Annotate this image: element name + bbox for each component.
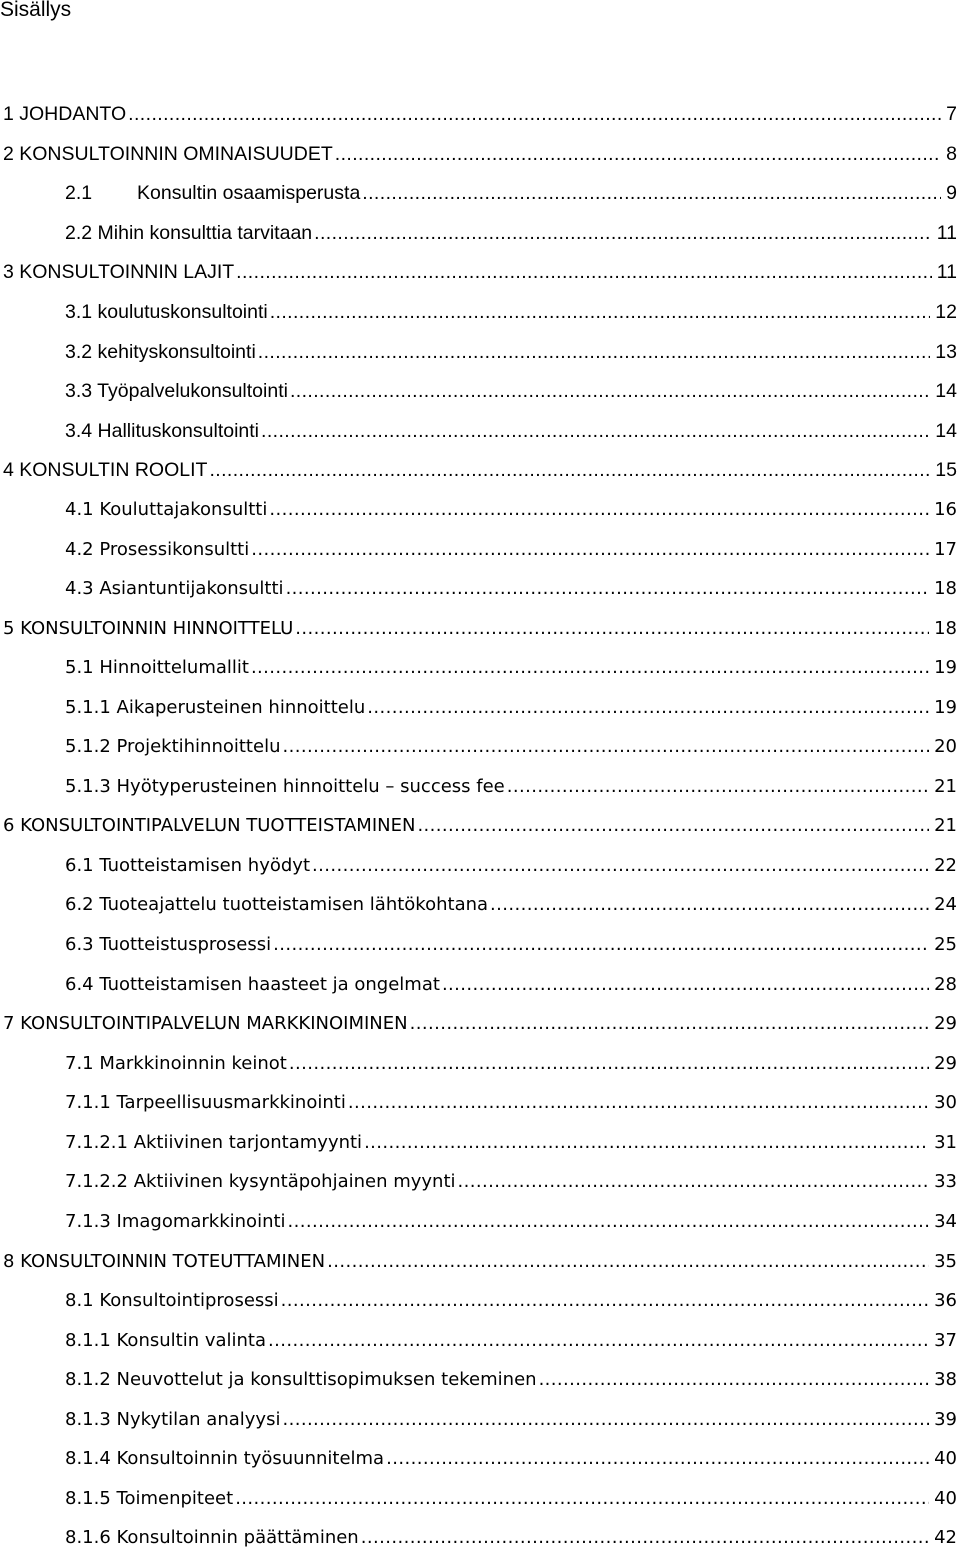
- toc-entry-label: 3.1 koulutuskonsultointi: [65, 301, 268, 323]
- toc-entry-label: 7.1.2.2 Aktiivinen kysyntäpohjainen myynti: [65, 1171, 456, 1192]
- toc-page-number: 19: [934, 657, 957, 678]
- toc-page-number: 9: [946, 182, 957, 204]
- toc-entry-label: 6.3 Tuotteistusprosessi: [65, 934, 272, 955]
- toc-leader-dots: [286, 1209, 930, 1235]
- toc-entry-label: 8.1.4 Konsultoinnin työsuunnitelma: [65, 1448, 385, 1469]
- toc-entry-label: 2 KONSULTOINNIN OMINAISUUDET: [3, 143, 333, 165]
- toc-page-number: 19: [934, 697, 957, 718]
- toc-page-number: 11: [936, 261, 957, 283]
- toc-page-number: 39: [934, 1409, 957, 1430]
- toc-leader-dots: [408, 1011, 929, 1037]
- toc-entry-label: 4.2 Prosessikonsultti: [65, 539, 250, 560]
- toc-page-number: 29: [934, 1053, 957, 1074]
- toc-entry[interactable]: [3, 259, 957, 285]
- toc-entry-label: 6.4 Tuotteistamisen haasteet ja ongelmat: [65, 974, 440, 995]
- toc-entry-label: 8 KONSULTOINNIN TOTEUTTAMINEN: [3, 1251, 326, 1272]
- toc-entry[interactable]: [65, 1090, 957, 1116]
- toc-page-number: 34: [934, 1211, 957, 1232]
- toc-entry-label: 5.1.3 Hyötyperusteinen hinnoittelu – success fee: [65, 776, 505, 797]
- toc-entry-label: 4.3 Asiantuntijakonsultti: [65, 578, 284, 599]
- page-title: Sisällys: [0, 0, 72, 21]
- toc-leader-dots: [266, 1328, 929, 1354]
- toc-page-number: 33: [934, 1171, 957, 1192]
- toc-page-number: 28: [934, 974, 957, 995]
- toc-entry-label: 7.1.2.1 Aktiivinen tarjontamyynti: [65, 1132, 363, 1153]
- toc-entry-label: 3.3 Työpalvelukonsultointi: [65, 380, 288, 402]
- toc-leader-dots: [537, 1367, 930, 1393]
- toc-entry-label: 4 KONSULTIN ROOLIT: [3, 459, 208, 481]
- toc-leader-dots: [271, 932, 929, 958]
- toc-entry[interactable]: [65, 853, 957, 879]
- toc-entry[interactable]: [65, 1130, 957, 1156]
- toc-leader-dots: [362, 1130, 929, 1156]
- toc-leader-dots: [359, 1525, 929, 1551]
- toc-leader-dots: [288, 378, 930, 404]
- toc-leader-dots: [293, 616, 929, 642]
- toc-entry[interactable]: [65, 378, 957, 404]
- toc-entry-label: 4.1 Kouluttajakonsultti: [65, 499, 268, 520]
- toc-page-number: 38: [934, 1369, 957, 1390]
- toc-page-number: 30: [934, 1092, 957, 1113]
- toc-entry[interactable]: [65, 655, 957, 681]
- toc-entry[interactable]: [65, 1367, 957, 1393]
- toc-page-number: 7: [946, 103, 957, 125]
- toc-entry[interactable]: [65, 220, 957, 246]
- toc-section-number: 2.1: [65, 182, 93, 204]
- toc-entry[interactable]: [65, 1525, 957, 1551]
- toc-section-title: Konsultin osaamisperusta: [137, 182, 361, 204]
- toc-entry-label: 8.1.5 Toimenpiteet: [65, 1488, 234, 1509]
- toc-leader-dots: [267, 497, 929, 523]
- toc-leader-dots: [256, 339, 931, 365]
- toc-leader-dots: [233, 1486, 929, 1512]
- toc-leader-dots: [259, 418, 930, 444]
- toc-leader-dots: [325, 1249, 929, 1275]
- toc-leader-dots: [488, 892, 929, 918]
- toc-page-number: 20: [934, 736, 957, 757]
- toc-page-number: 36: [934, 1290, 957, 1311]
- toc-entry[interactable]: [3, 141, 957, 167]
- toc-entry[interactable]: [65, 537, 957, 563]
- toc-entry[interactable]: [65, 932, 957, 958]
- toc-entry[interactable]: [65, 1169, 957, 1195]
- toc-entry-label: 8.1.3 Nykytilan analyysi: [65, 1409, 281, 1430]
- toc-entry-label: 6 KONSULTOINTIPALVELUN TUOTTEISTAMINEN: [3, 815, 416, 836]
- toc-entry[interactable]: [65, 418, 957, 444]
- toc-leader-dots: [280, 734, 929, 760]
- toc-leader-dots: [360, 180, 941, 206]
- toc-entry[interactable]: [65, 339, 957, 365]
- toc-page-number: 15: [935, 459, 957, 481]
- toc-entry[interactable]: [65, 1209, 957, 1235]
- toc-entry-label: 3.2 kehityskonsultointi: [65, 341, 256, 363]
- toc-leader-dots: [234, 259, 932, 285]
- toc-leader-dots: [268, 299, 931, 325]
- toc-page-number: 13: [935, 341, 957, 363]
- toc-leader-dots: [456, 1169, 930, 1195]
- toc-entry[interactable]: [3, 813, 957, 839]
- toc-entry[interactable]: [3, 616, 957, 642]
- toc-entry[interactable]: [65, 1486, 957, 1512]
- toc-leader-dots: [207, 457, 930, 483]
- toc-entry-label: 8.1.1 Konsultin valinta: [65, 1330, 267, 1351]
- toc-entry-label: 5.1 Hinnoittelumallit: [65, 657, 249, 678]
- toc-page-number: 12: [935, 301, 957, 323]
- toc-page-number: 16: [934, 499, 957, 520]
- toc-page-number: 25: [934, 934, 957, 955]
- toc-leader-dots: [333, 141, 941, 167]
- toc-page-number: 40: [934, 1488, 957, 1509]
- toc-leader-dots: [126, 101, 941, 127]
- toc-entry[interactable]: [65, 497, 957, 523]
- toc-entry-label: 5.1.2 Projektihinnoittelu: [65, 736, 281, 757]
- toc-leader-dots: [279, 1288, 929, 1314]
- toc-entry-label: 6.1 Tuotteistamisen hyödyt: [65, 855, 311, 876]
- toc-page-number: 40: [934, 1448, 957, 1469]
- toc-leader-dots: [365, 695, 929, 721]
- toc-entry[interactable]: [65, 1446, 957, 1472]
- toc-entry-label: 7.1.3 Imagomarkkinointi: [65, 1211, 286, 1232]
- toc-leader-dots: [440, 972, 929, 998]
- toc-entry[interactable]: [65, 1407, 957, 1433]
- toc-leader-dots: [249, 655, 929, 681]
- toc-entry[interactable]: [65, 972, 957, 998]
- toc-leader-dots: [310, 853, 929, 879]
- toc-page-number: 18: [934, 578, 957, 599]
- toc-entry-label: 7 KONSULTOINTIPALVELUN MARKKINOIMINEN: [3, 1013, 408, 1034]
- toc-entry-label: 1 JOHDANTO: [3, 103, 127, 125]
- toc-page-number: 21: [934, 815, 957, 836]
- toc-leader-dots: [312, 220, 932, 246]
- toc-entry[interactable]: [65, 299, 957, 325]
- toc-page-number: 22: [934, 855, 957, 876]
- toc-entry[interactable]: [3, 101, 957, 127]
- toc-page-number: 21: [934, 776, 957, 797]
- toc-page-number: 24: [934, 894, 957, 915]
- toc-page-number: 14: [935, 420, 957, 442]
- toc-entry-label: 6.2 Tuoteajattelu tuotteistamisen lähtökohtana: [65, 894, 489, 915]
- toc-page-number: 35: [934, 1251, 957, 1272]
- toc-entry-label: 3 KONSULTOINNIN LAJIT: [3, 261, 235, 283]
- toc-entry-label: 2.2 Mihin konsulttia tarvitaan: [65, 222, 313, 244]
- toc-leader-dots: [384, 1446, 929, 1472]
- toc-entry[interactable]: [65, 774, 957, 800]
- toc-entry[interactable]: [65, 576, 957, 602]
- toc-page-number: 42: [934, 1527, 957, 1548]
- toc-leader-dots: [505, 774, 929, 800]
- toc-leader-dots: [415, 813, 929, 839]
- toc-page-number: 17: [934, 539, 957, 560]
- toc-entry-label: 7.1 Markkinoinnin keinot: [65, 1053, 287, 1074]
- toc-page-number: 18: [934, 618, 957, 639]
- toc-entry-label: 8.1 Konsultointiprosessi: [65, 1290, 279, 1311]
- toc-entry[interactable]: [65, 1288, 957, 1314]
- toc-entry[interactable]: [65, 1328, 957, 1354]
- toc-leader-dots: [284, 576, 930, 602]
- toc-page-number: 37: [934, 1330, 957, 1351]
- toc-page-number: 29: [934, 1013, 957, 1034]
- toc-page-number: 31: [934, 1132, 957, 1153]
- toc-entry-label: 5 KONSULTOINNIN HINNOITTELU: [3, 618, 294, 639]
- toc-leader-dots: [249, 537, 929, 563]
- toc-entry[interactable]: [65, 180, 957, 206]
- toc-leader-dots: [287, 1051, 929, 1077]
- toc-page-number: 11: [936, 222, 957, 244]
- toc-page-number: 8: [946, 143, 957, 165]
- toc-entry[interactable]: [65, 695, 957, 721]
- toc-entry-label: 3.4 Hallituskonsultointi: [65, 420, 260, 442]
- toc-entry-label: 5.1.1 Aikaperusteinen hinnoittelu: [65, 697, 366, 718]
- toc-leader-dots: [280, 1407, 929, 1433]
- toc-entry[interactable]: [3, 457, 957, 483]
- toc-entry[interactable]: [65, 734, 957, 760]
- toc-entry-label: 8.1.2 Neuvottelut ja konsulttisopimuksen tekeminen: [65, 1369, 537, 1390]
- toc-entry[interactable]: [3, 1249, 957, 1275]
- toc-entry[interactable]: [65, 892, 957, 918]
- toc-entry-label: 8.1.6 Konsultoinnin päättäminen: [65, 1527, 359, 1548]
- toc-leader-dots: [346, 1090, 929, 1116]
- toc-page-number: 14: [935, 380, 957, 402]
- toc-entry[interactable]: [3, 1011, 957, 1037]
- toc-entry[interactable]: [65, 1051, 957, 1077]
- toc-entry-label: [65, 180, 360, 206]
- toc-entry-label: 7.1.1 Tarpeellisuusmarkkinointi: [65, 1092, 346, 1113]
